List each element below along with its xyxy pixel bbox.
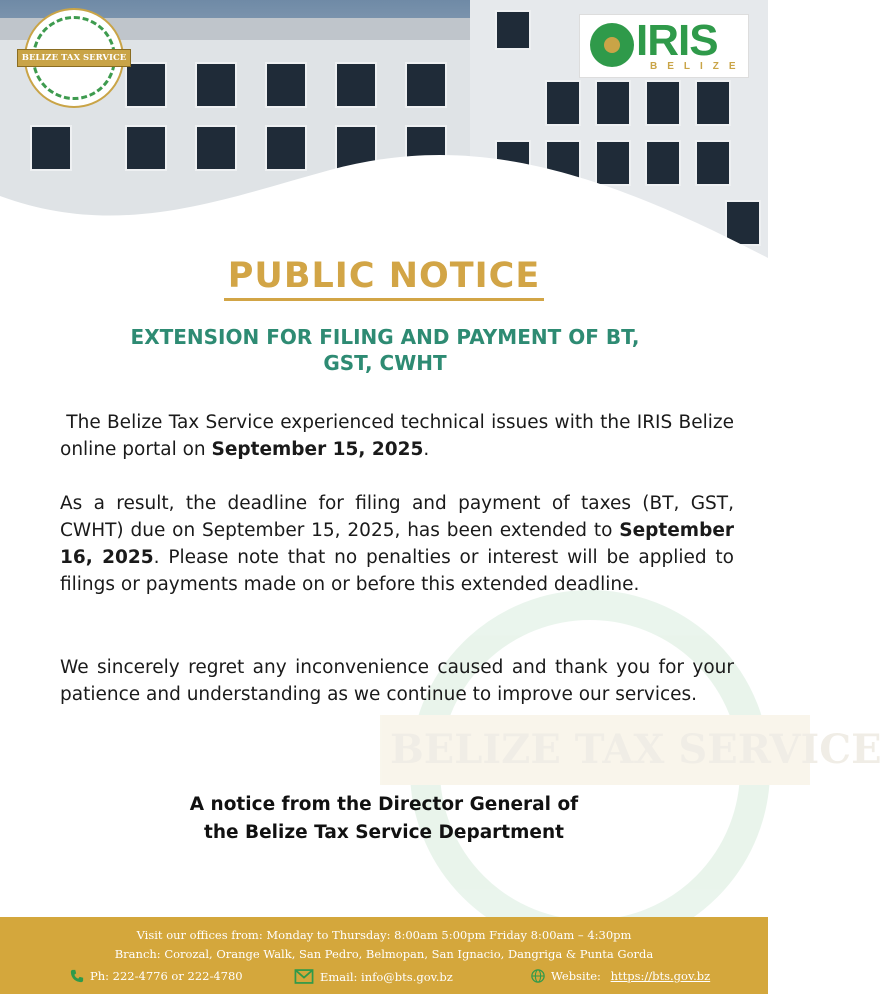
watermark-banner: BELIZE TAX SERVICE xyxy=(380,715,810,785)
p1-date: September 15, 2025 xyxy=(211,439,424,460)
email-icon xyxy=(294,969,314,984)
footer xyxy=(0,917,768,994)
iris-logo-sub: BELIZE xyxy=(650,61,746,72)
signature-line-1: A notice from the Director General of xyxy=(189,794,579,815)
p2-text: As a result, the deadline for filing and payment of taxes (BT, GST, CWHT) due on September 15, 2025, has been extended to xyxy=(60,493,734,541)
bts-seal-watermark xyxy=(380,590,882,920)
subtitle-line-2: GST, CWHT xyxy=(323,351,447,375)
footer-phone-text: Ph: 222-4776 or 222-4780 xyxy=(90,969,243,983)
footer-office-hours: Visit our offices from: Monday to Thursday: 8:00am 5:00pm Friday 8:00am – 4:30pm xyxy=(136,928,632,942)
globe-icon xyxy=(531,969,545,983)
bts-logo xyxy=(21,8,127,108)
footer-website xyxy=(531,969,710,983)
paragraph-apology: We sincerely regret any inconvenience caused and thank you for your patience and understanding as we continue to improve our services. xyxy=(60,657,734,705)
signature-line-2: the Belize Tax Service Department xyxy=(204,822,564,843)
footer-website-label: Website: xyxy=(551,969,605,983)
p1-end: . xyxy=(423,439,430,460)
subtitle-line-1: EXTENSION FOR FILING AND PAYMENT OF BT, xyxy=(130,325,640,349)
iris-logo-word: IRIS xyxy=(636,16,718,65)
page-title-text: PUBLIC NOTICE xyxy=(224,256,544,301)
iris-belize-logo xyxy=(580,15,748,77)
page-title xyxy=(0,256,768,296)
signature-block xyxy=(0,791,768,847)
p2-date: September 16, 2025 xyxy=(60,520,734,568)
p2-end: . Please note that no penalties or interest will be applied to filings or payments made on or before this extended deadline. xyxy=(60,547,735,595)
footer-website-link[interactable]: https://bts.gov.bz xyxy=(610,969,711,983)
notice-subtitle xyxy=(90,324,680,376)
footer-branches: Branch: Corozal, Orange Walk, San Pedro, Belmopan, San Ignacio, Dangriga & Punta Gorda xyxy=(114,947,654,961)
footer-phone xyxy=(70,969,243,983)
iris-emblem-icon xyxy=(590,23,634,67)
footer-email[interactable] xyxy=(294,969,453,984)
footer-email-text: Email: info@bts.gov.bz xyxy=(320,969,453,984)
phone-icon xyxy=(70,969,84,983)
paragraph-deadline-extension xyxy=(60,490,734,598)
bts-logo-banner: BELIZE TAX SERVICE xyxy=(17,49,131,67)
p1-text: The Belize Tax Service experienced technical issues with the IRIS Belize online portal on xyxy=(60,412,740,460)
paragraph-technical-issues xyxy=(60,409,740,463)
